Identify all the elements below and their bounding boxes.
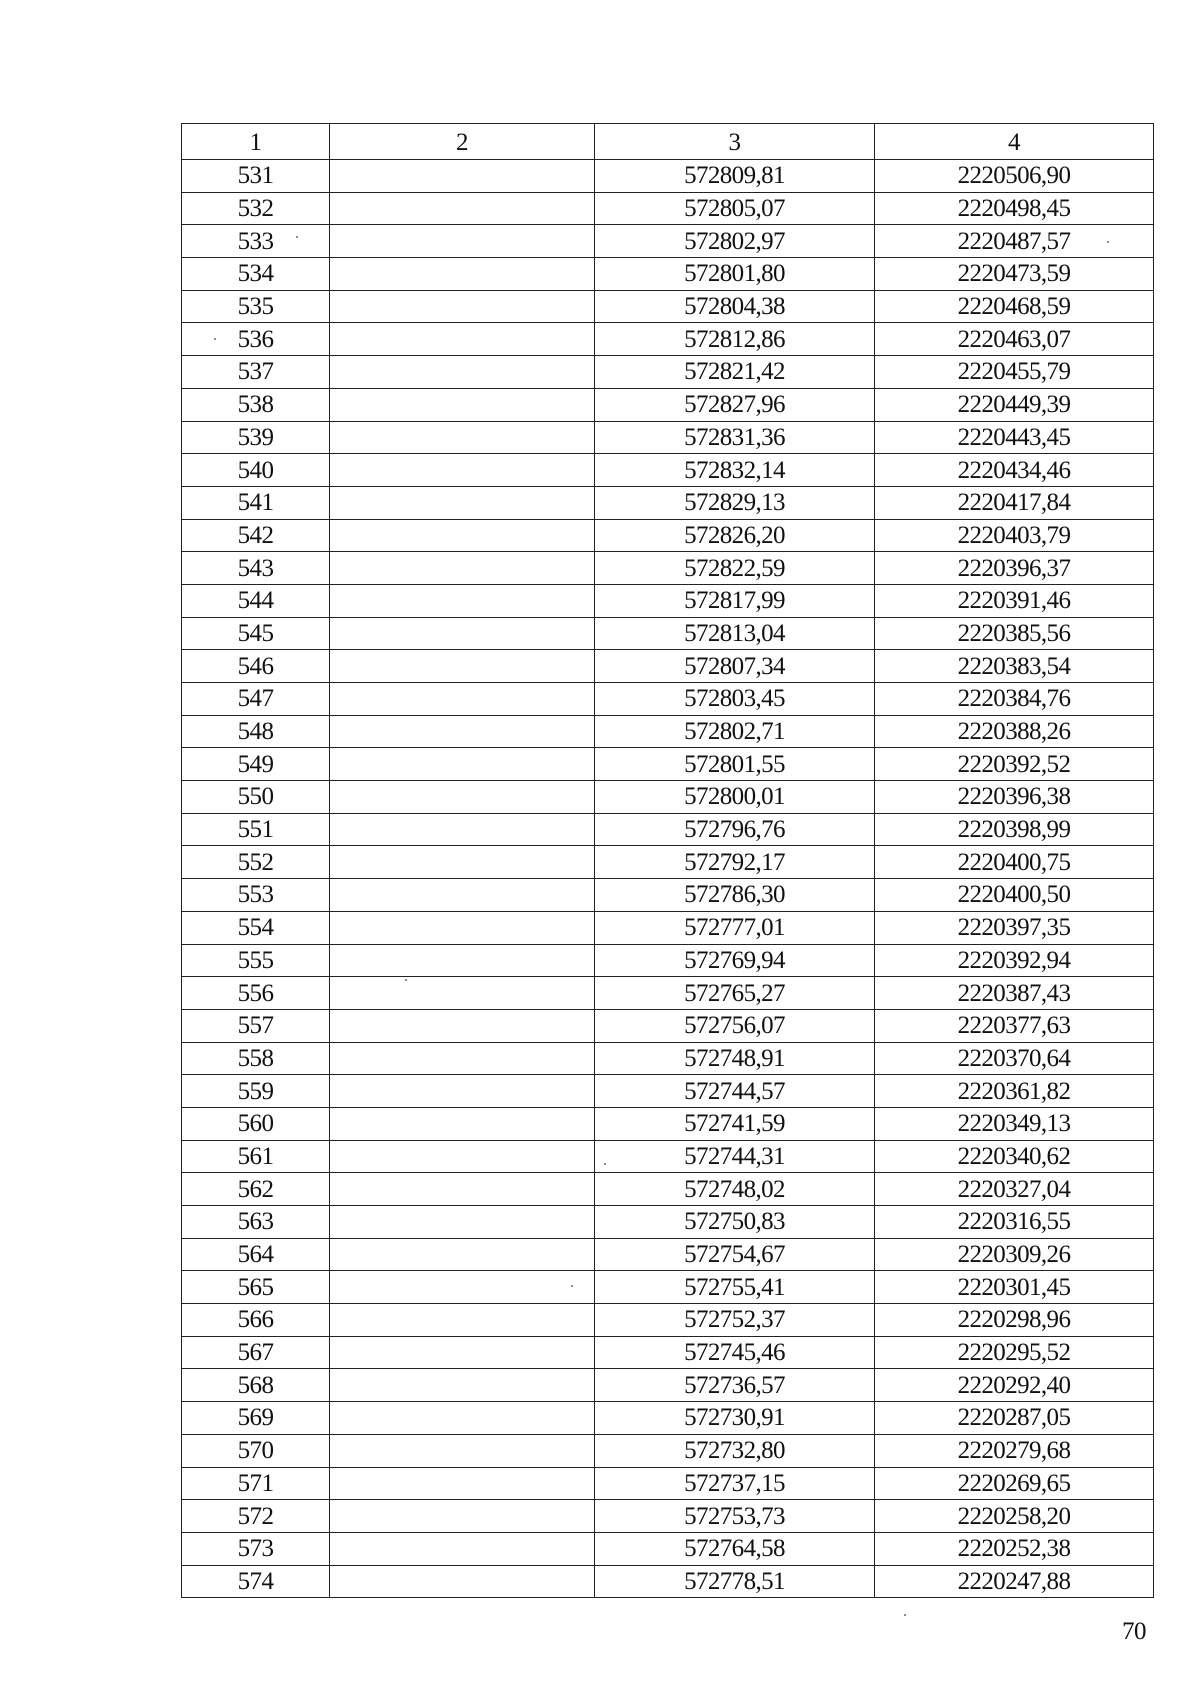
empty-cell <box>330 944 595 977</box>
table-row <box>182 1565 1154 1598</box>
empty-cell <box>330 1271 595 1304</box>
empty-cell <box>330 584 595 617</box>
table-row <box>182 552 1154 585</box>
point-number-cell: 562 <box>182 1173 330 1206</box>
point-number-cell: 560 <box>182 1107 330 1140</box>
table-row <box>182 1173 1154 1206</box>
empty-cell <box>330 911 595 944</box>
empty-cell <box>330 552 595 585</box>
empty-cell <box>330 1336 595 1369</box>
empty-cell <box>330 1042 595 1075</box>
x-coordinate-cell: 572748,02 <box>595 1173 875 1206</box>
y-coordinate-cell: 2220449,39 <box>875 388 1154 421</box>
x-coordinate-cell: 572744,31 <box>595 1140 875 1173</box>
x-coordinate-cell: 572822,59 <box>595 552 875 585</box>
y-coordinate-cell: 2220434,46 <box>875 454 1154 487</box>
x-coordinate-cell: 572826,20 <box>595 519 875 552</box>
empty-cell <box>330 977 595 1010</box>
x-coordinate-cell: 572800,01 <box>595 781 875 814</box>
x-coordinate-cell: 572802,71 <box>595 715 875 748</box>
scan-speck <box>405 979 407 981</box>
scan-speck <box>604 1163 606 1165</box>
point-number-cell: 556 <box>182 977 330 1010</box>
x-coordinate-cell: 572805,07 <box>595 192 875 225</box>
table-row <box>182 584 1154 617</box>
x-coordinate-cell: 572777,01 <box>595 911 875 944</box>
y-coordinate-cell: 2220295,52 <box>875 1336 1154 1369</box>
point-number-cell: 559 <box>182 1075 330 1108</box>
table-row <box>182 715 1154 748</box>
point-number-cell: 566 <box>182 1304 330 1337</box>
y-coordinate-cell: 2220506,90 <box>875 160 1154 193</box>
point-number-cell: 536 <box>182 323 330 356</box>
empty-cell <box>330 879 595 912</box>
empty-cell <box>330 323 595 356</box>
table-row <box>182 1075 1154 1108</box>
x-coordinate-cell: 572741,59 <box>595 1107 875 1140</box>
point-number-cell: 546 <box>182 650 330 683</box>
table-row <box>182 1369 1154 1402</box>
point-number-cell: 572 <box>182 1500 330 1533</box>
table-row <box>182 356 1154 389</box>
table-row <box>182 421 1154 454</box>
x-coordinate-cell: 572827,96 <box>595 388 875 421</box>
y-coordinate-cell: 2220370,64 <box>875 1042 1154 1075</box>
y-coordinate-cell: 2220292,40 <box>875 1369 1154 1402</box>
page-number: 70 <box>1122 1618 1146 1645</box>
x-coordinate-cell: 572769,94 <box>595 944 875 977</box>
table-row <box>182 650 1154 683</box>
point-number-cell: 569 <box>182 1402 330 1435</box>
scan-speck <box>296 236 298 238</box>
y-coordinate-cell: 2220398,99 <box>875 813 1154 846</box>
empty-cell <box>330 1565 595 1598</box>
y-coordinate-cell: 2220468,59 <box>875 290 1154 323</box>
y-coordinate-cell: 2220361,82 <box>875 1075 1154 1108</box>
y-coordinate-cell: 2220252,38 <box>875 1532 1154 1565</box>
x-coordinate-cell: 572807,34 <box>595 650 875 683</box>
y-coordinate-cell: 2220391,46 <box>875 584 1154 617</box>
point-number-cell: 567 <box>182 1336 330 1369</box>
y-coordinate-cell: 2220487,57 <box>875 225 1154 258</box>
empty-cell <box>330 1500 595 1533</box>
point-number-cell: 531 <box>182 160 330 193</box>
y-coordinate-cell: 2220384,76 <box>875 683 1154 716</box>
point-number-cell: 543 <box>182 552 330 585</box>
x-coordinate-cell: 572796,76 <box>595 813 875 846</box>
empty-cell <box>330 1107 595 1140</box>
y-coordinate-cell: 2220383,54 <box>875 650 1154 683</box>
point-number-cell: 542 <box>182 519 330 552</box>
point-number-cell: 574 <box>182 1565 330 1598</box>
empty-cell <box>330 1009 595 1042</box>
x-coordinate-cell: 572802,97 <box>595 225 875 258</box>
table-row <box>182 781 1154 814</box>
x-coordinate-cell: 572736,57 <box>595 1369 875 1402</box>
table-row <box>182 225 1154 258</box>
table-row <box>182 748 1154 781</box>
point-number-cell: 564 <box>182 1238 330 1271</box>
y-coordinate-cell: 2220392,94 <box>875 944 1154 977</box>
point-number-cell: 565 <box>182 1271 330 1304</box>
table-header <box>182 124 1154 160</box>
point-number-cell: 538 <box>182 388 330 421</box>
x-coordinate-cell: 572786,30 <box>595 879 875 912</box>
y-coordinate-cell: 2220279,68 <box>875 1434 1154 1467</box>
table-row <box>182 683 1154 716</box>
empty-cell <box>330 781 595 814</box>
y-coordinate-cell: 2220400,75 <box>875 846 1154 879</box>
y-coordinate-cell: 2220417,84 <box>875 486 1154 519</box>
point-number-cell: 561 <box>182 1140 330 1173</box>
empty-cell <box>330 846 595 879</box>
x-coordinate-cell: 572765,27 <box>595 977 875 1010</box>
empty-cell <box>330 1238 595 1271</box>
y-coordinate-cell: 2220397,35 <box>875 911 1154 944</box>
x-coordinate-cell: 572730,91 <box>595 1402 875 1435</box>
y-coordinate-cell: 2220349,13 <box>875 1107 1154 1140</box>
empty-cell <box>330 1402 595 1435</box>
empty-cell <box>330 748 595 781</box>
point-number-cell: 552 <box>182 846 330 879</box>
table-row <box>182 1107 1154 1140</box>
table-row <box>182 160 1154 193</box>
x-coordinate-cell: 572753,73 <box>595 1500 875 1533</box>
empty-cell <box>330 519 595 552</box>
x-coordinate-cell: 572737,15 <box>595 1467 875 1500</box>
point-number-cell: 541 <box>182 486 330 519</box>
empty-cell <box>330 650 595 683</box>
y-coordinate-cell: 2220340,62 <box>875 1140 1154 1173</box>
empty-cell <box>330 1467 595 1500</box>
empty-cell <box>330 715 595 748</box>
x-coordinate-cell: 572817,99 <box>595 584 875 617</box>
table-row <box>182 1467 1154 1500</box>
empty-cell <box>330 192 595 225</box>
column-header-2: 2 <box>330 124 595 160</box>
point-number-cell: 573 <box>182 1532 330 1565</box>
point-number-cell: 533 <box>182 225 330 258</box>
x-coordinate-cell: 572801,55 <box>595 748 875 781</box>
column-header-4: 4 <box>875 124 1154 160</box>
x-coordinate-cell: 572778,51 <box>595 1565 875 1598</box>
table-row <box>182 813 1154 846</box>
table-row <box>182 388 1154 421</box>
point-number-cell: 568 <box>182 1369 330 1402</box>
empty-cell <box>330 290 595 323</box>
empty-cell <box>330 617 595 650</box>
empty-cell <box>330 258 595 291</box>
x-coordinate-cell: 572744,57 <box>595 1075 875 1108</box>
table-row <box>182 1009 1154 1042</box>
y-coordinate-cell: 2220247,88 <box>875 1565 1154 1598</box>
point-number-cell: 550 <box>182 781 330 814</box>
point-number-cell: 537 <box>182 356 330 389</box>
empty-cell <box>330 1434 595 1467</box>
table-row <box>182 192 1154 225</box>
x-coordinate-cell: 572813,04 <box>595 617 875 650</box>
x-coordinate-cell: 572812,86 <box>595 323 875 356</box>
point-number-cell: 554 <box>182 911 330 944</box>
empty-cell <box>330 356 595 389</box>
y-coordinate-cell: 2220463,07 <box>875 323 1154 356</box>
x-coordinate-cell: 572829,13 <box>595 486 875 519</box>
x-coordinate-cell: 572801,80 <box>595 258 875 291</box>
table-row <box>182 1304 1154 1337</box>
scan-speck <box>214 338 216 340</box>
empty-cell <box>330 1369 595 1402</box>
table-row <box>182 1434 1154 1467</box>
point-number-cell: 551 <box>182 813 330 846</box>
point-number-cell: 553 <box>182 879 330 912</box>
table-row <box>182 1140 1154 1173</box>
x-coordinate-cell: 572750,83 <box>595 1206 875 1239</box>
point-number-cell: 540 <box>182 454 330 487</box>
y-coordinate-cell: 2220455,79 <box>875 356 1154 389</box>
x-coordinate-cell: 572764,58 <box>595 1532 875 1565</box>
y-coordinate-cell: 2220287,05 <box>875 1402 1154 1435</box>
empty-cell <box>330 1075 595 1108</box>
table-row <box>182 1336 1154 1369</box>
y-coordinate-cell: 2220498,45 <box>875 192 1154 225</box>
table-row <box>182 879 1154 912</box>
y-coordinate-cell: 2220316,55 <box>875 1206 1154 1239</box>
empty-cell <box>330 160 595 193</box>
x-coordinate-cell: 572745,46 <box>595 1336 875 1369</box>
x-coordinate-cell: 572804,38 <box>595 290 875 323</box>
point-number-cell: 563 <box>182 1206 330 1239</box>
empty-cell <box>330 486 595 519</box>
point-number-cell: 549 <box>182 748 330 781</box>
y-coordinate-cell: 2220473,59 <box>875 258 1154 291</box>
y-coordinate-cell: 2220258,20 <box>875 1500 1154 1533</box>
table-body <box>182 160 1154 1598</box>
x-coordinate-cell: 572752,37 <box>595 1304 875 1337</box>
point-number-cell: 555 <box>182 944 330 977</box>
x-coordinate-cell: 572756,07 <box>595 1009 875 1042</box>
point-number-cell: 544 <box>182 584 330 617</box>
empty-cell <box>330 1140 595 1173</box>
y-coordinate-cell: 2220309,26 <box>875 1238 1154 1271</box>
y-coordinate-cell: 2220392,52 <box>875 748 1154 781</box>
y-coordinate-cell: 2220403,79 <box>875 519 1154 552</box>
y-coordinate-cell: 2220377,63 <box>875 1009 1154 1042</box>
scan-speck <box>904 1614 906 1616</box>
scan-speck <box>571 1285 573 1287</box>
header-row <box>182 124 1154 160</box>
table-row <box>182 617 1154 650</box>
x-coordinate-cell: 572755,41 <box>595 1271 875 1304</box>
y-coordinate-cell: 2220400,50 <box>875 879 1154 912</box>
table-row <box>182 454 1154 487</box>
table-row <box>182 846 1154 879</box>
table-row <box>182 911 1154 944</box>
table-row <box>182 1206 1154 1239</box>
y-coordinate-cell: 2220388,26 <box>875 715 1154 748</box>
y-coordinate-cell: 2220327,04 <box>875 1173 1154 1206</box>
empty-cell <box>330 454 595 487</box>
table-row <box>182 486 1154 519</box>
empty-cell <box>330 1173 595 1206</box>
x-coordinate-cell: 572792,17 <box>595 846 875 879</box>
table-row <box>182 519 1154 552</box>
table-row <box>182 944 1154 977</box>
empty-cell <box>330 421 595 454</box>
point-number-cell: 535 <box>182 290 330 323</box>
x-coordinate-cell: 572732,80 <box>595 1434 875 1467</box>
point-number-cell: 548 <box>182 715 330 748</box>
x-coordinate-cell: 572831,36 <box>595 421 875 454</box>
table-row <box>182 1500 1154 1533</box>
x-coordinate-cell: 572809,81 <box>595 160 875 193</box>
empty-cell <box>330 1304 595 1337</box>
column-header-3: 3 <box>595 124 875 160</box>
table-row <box>182 1238 1154 1271</box>
column-header-1: 1 <box>182 124 330 160</box>
table-row <box>182 1042 1154 1075</box>
point-number-cell: 570 <box>182 1434 330 1467</box>
point-number-cell: 532 <box>182 192 330 225</box>
y-coordinate-cell: 2220298,96 <box>875 1304 1154 1337</box>
table-row <box>182 290 1154 323</box>
table-row <box>182 258 1154 291</box>
point-number-cell: 547 <box>182 683 330 716</box>
coordinates-table <box>181 123 1154 1598</box>
point-number-cell: 534 <box>182 258 330 291</box>
empty-cell <box>330 388 595 421</box>
table-row <box>182 977 1154 1010</box>
x-coordinate-cell: 572754,67 <box>595 1238 875 1271</box>
table-row <box>182 1402 1154 1435</box>
table-row <box>182 323 1154 356</box>
y-coordinate-cell: 2220396,37 <box>875 552 1154 585</box>
scan-speck <box>1107 241 1109 243</box>
x-coordinate-cell: 572821,42 <box>595 356 875 389</box>
point-number-cell: 539 <box>182 421 330 454</box>
point-number-cell: 571 <box>182 1467 330 1500</box>
point-number-cell: 545 <box>182 617 330 650</box>
table-row <box>182 1532 1154 1565</box>
point-number-cell: 557 <box>182 1009 330 1042</box>
empty-cell <box>330 813 595 846</box>
y-coordinate-cell: 2220269,65 <box>875 1467 1154 1500</box>
y-coordinate-cell: 2220387,43 <box>875 977 1154 1010</box>
empty-cell <box>330 1206 595 1239</box>
empty-cell <box>330 225 595 258</box>
table-row <box>182 1271 1154 1304</box>
point-number-cell: 558 <box>182 1042 330 1075</box>
x-coordinate-cell: 572748,91 <box>595 1042 875 1075</box>
empty-cell <box>330 683 595 716</box>
y-coordinate-cell: 2220385,56 <box>875 617 1154 650</box>
y-coordinate-cell: 2220301,45 <box>875 1271 1154 1304</box>
y-coordinate-cell: 2220396,38 <box>875 781 1154 814</box>
x-coordinate-cell: 572803,45 <box>595 683 875 716</box>
y-coordinate-cell: 2220443,45 <box>875 421 1154 454</box>
x-coordinate-cell: 572832,14 <box>595 454 875 487</box>
empty-cell <box>330 1532 595 1565</box>
